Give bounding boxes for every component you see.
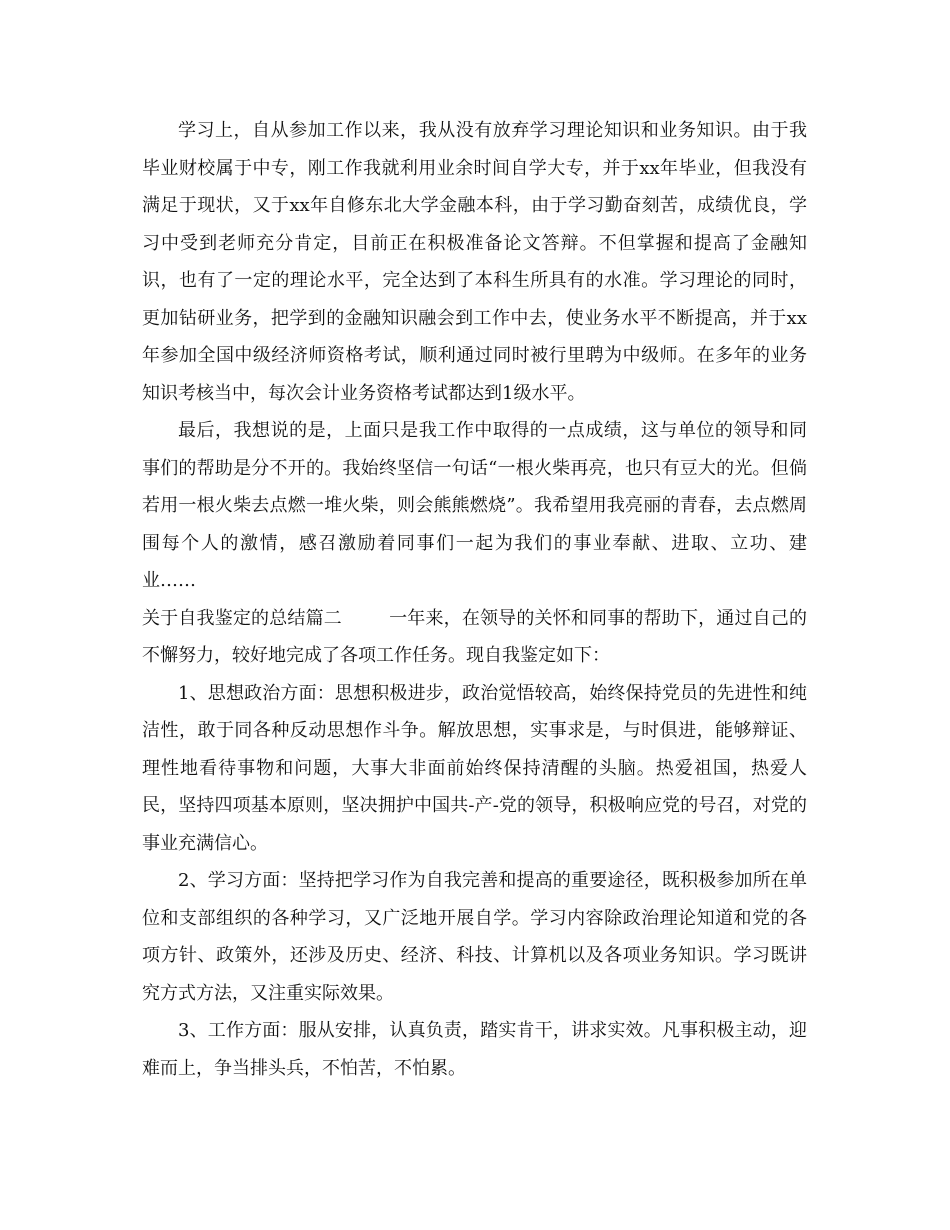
paragraph-conclusion: 最后，我想说的是，上面只是我工作中取得的一点成绩，这与单位的领导和同事们的帮助是分不开的。我始终坚信一句话“一根火柴再亮，也只有豆大的光。但倘若用一根火柴去点燃一堆火柴，则会熊熊燃烧”。我希望用我亮丽的青春，去点燃周围每个人的激情，感召激励着同事们一起为我们的事业奉献、进取、立功、建业…… (142, 420, 807, 591)
paragraph-study: 学习上，自从参加工作以来，我从没有放弃学习理论知识和业务知识。由于我毕业财校属于中专，刚工作我就利用业余时间自学大专，并于xx年毕业，但我没有满足于现状，又于xx年自修东北大学金融本科，由于学习勤奋刻苦，成绩优良，学习中受到老师充分肯定，目前正在积极准备论文答辩。不但掌握和提高了金融知识，也有了一定的理论水平，完全达到了本科生所具有的水准。学习理论的同时，更加钻研业务，把学到的金融知识融会到工作中去，使业务水平不断提高，并于xx年参加全国中级经济师资格考试，顺利通过同时被行里聘为中级师。在多年的业务知识考核当中，每次会计业务资格考试都达到1级水平。 (142, 120, 807, 404)
document-body (142, 112, 807, 1087)
item-study: 2、学习方面：坚持把学习作为自我完善和提高的重要途径，既积极参加所在单位和支部组织的各种学习，又广泛地开展自学。学习内容除政治理论知道和党的各项方针、政策外，还涉及历史、经济、科技、计算机以及各项业务知识。学习既讲究方式方法，又注重实际效果。 (142, 870, 807, 1004)
item-work: 3、工作方面：服从安排，认真负责，踏实肯干，讲求实效。凡事积极主动，迎难而上，争当排头兵，不怕苦，不怕累。 (142, 1020, 807, 1079)
section-two-heading: 关于自我鉴定的总结篇二 (142, 607, 342, 629)
section-two-intro (142, 600, 807, 675)
section-two-intro-text: 一年来，在领导的关怀和同事的帮助下，通过自己的不懈努力，较好地完成了各项工作任务。现自我鉴定如下： (142, 607, 807, 666)
item-politics: 1、思想政治方面：思想积极进步，政治觉悟较高，始终保持党员的先进性和纯洁性，敢于同各种反动思想作斗争。解放思想，实事求是，与时俱进，能够辩证、理性地看待事物和问题，大事大非面前始终保持清醒的头脑。热爱祖国，热爱人民，坚持四项基本原则，坚决拥护中国共-产-党的领导，积极响应党的号召，对党的事业充满信心。 (142, 682, 807, 854)
